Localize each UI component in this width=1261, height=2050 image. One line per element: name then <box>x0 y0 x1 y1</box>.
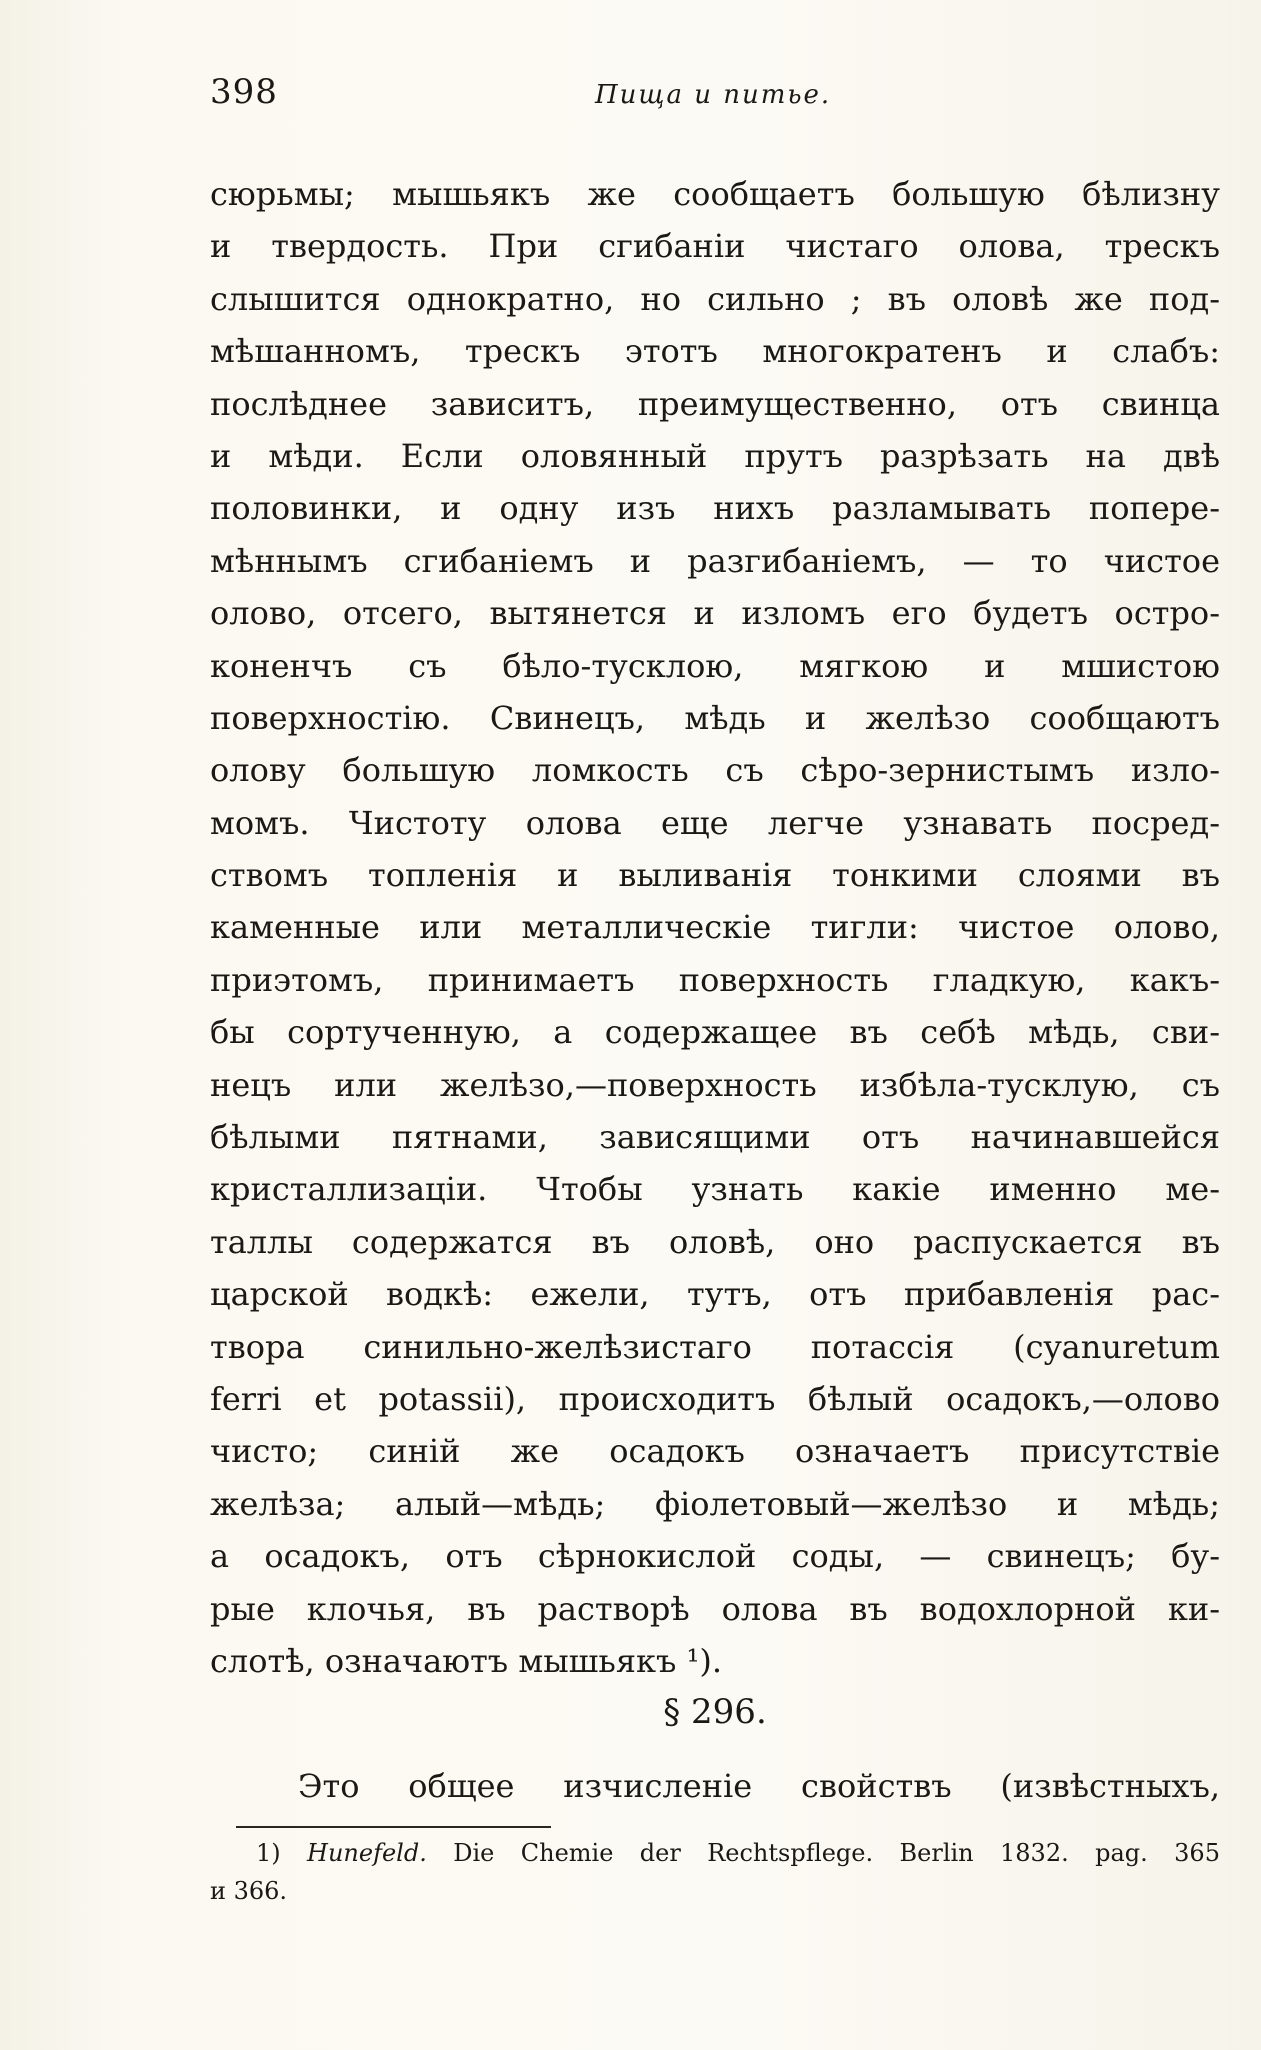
text-line: мѣннымъ сгибаніемъ и разгибаніемъ, — то чистое <box>210 541 1220 580</box>
footnote-rule <box>236 1826 551 1828</box>
text-line: слышится однократно, но сильно ; въ оловѣ же под- <box>210 279 1220 318</box>
text-line: половинки, и одну изъ нихъ разламывать попере- <box>210 489 1220 528</box>
footnote-line <box>210 1834 1220 1872</box>
text-line: олово, отсего, вытянется и изломъ его будетъ остро- <box>210 594 1220 633</box>
text-line: таллы содержатся въ оловѣ, оно распускается въ <box>210 1222 1220 1261</box>
running-head <box>210 72 1220 122</box>
text-line: поверхностію. Свинецъ, мѣдь и желѣзо сообщаютъ <box>210 698 1220 737</box>
text-line: а осадокъ, отъ сѣрнокислой соды, — свинецъ; бу- <box>210 1537 1220 1576</box>
text-line: кристаллизаціи. Чтобы узнать какіе именно ме- <box>210 1170 1220 1209</box>
text-line: приэтомъ, принимаетъ поверхность гладкую, какъ- <box>210 960 1220 999</box>
footnote-author: Hunefeld. <box>307 1839 427 1867</box>
text-line: сюрьмы; мышьякъ же сообщаетъ большую бѣлизну <box>210 175 1220 213</box>
body-text <box>210 168 1220 1687</box>
footnote-continuation: и 366. <box>210 1877 288 1905</box>
section-heading: § 296. <box>663 1692 767 1732</box>
text-line: и мѣди. Если оловянный прутъ разрѣзать на двѣ <box>210 436 1220 475</box>
text-line: бѣлыми пятнами, зависящими отъ начинавшейся <box>210 1118 1220 1157</box>
page-number: 398 <box>210 72 278 112</box>
text-line: олову большую ломкость съ сѣро-зернистымъ изло- <box>210 751 1220 790</box>
text-line: рые клочья, въ растворѣ олова въ водохлорной ки- <box>210 1589 1220 1628</box>
text-line: царской водкѣ: ежели, тутъ, отъ прибавленія рас- <box>210 1275 1220 1314</box>
text-line: ferri et potassii), происходитъ бѣлый осадокъ,—олово <box>210 1379 1220 1418</box>
text-line: слотѣ, означаютъ мышьякъ ¹). <box>210 1641 723 1680</box>
footnote <box>210 1834 1220 1910</box>
text-line: момъ. Чистоту олова еще легче узнавать посред- <box>210 803 1220 842</box>
text-line: желѣза; алый—мѣдь; фіолетовый—желѣзо и мѣдь; <box>210 1484 1220 1523</box>
section-first-line: Это общее изчисленіе свойствъ (извѣстныхъ, <box>298 1767 1220 1805</box>
text-line: ствомъ топленія и выливанія тонкими слоями въ <box>210 856 1220 895</box>
text-line: каменные или металлическіе тигли: чистое олово, <box>210 908 1220 947</box>
text-line: бы сортученную, а содержащее въ себѣ мѣдь, сви- <box>210 1013 1220 1052</box>
text-line: послѣднее зависитъ, преимущественно, отъ свинца <box>210 384 1220 423</box>
running-title: Пища и питье. <box>595 80 832 110</box>
text-line: мѣшанномъ, трескъ этотъ многократенъ и слабъ: <box>210 332 1220 371</box>
text-line: и твердость. При сгибаніи чистаго олова, трескъ <box>210 227 1220 266</box>
footnote-marker: 1) <box>256 1839 281 1867</box>
footnote-title: Die Chemie der Rechtspflege. Berlin 1832. pag. 365 <box>453 1839 1220 1867</box>
text-line: коненчъ съ бѣло-тусклою, мягкою и мшистою <box>210 646 1220 685</box>
text-line: твора синильно-желѣзистаго потассія (cyanuretum <box>210 1327 1220 1366</box>
text-line: чисто; синій же осадокъ означаетъ присутствіе <box>210 1432 1220 1471</box>
text-line: нецъ или желѣзо,—поверхность избѣла-тусклую, съ <box>210 1065 1220 1104</box>
